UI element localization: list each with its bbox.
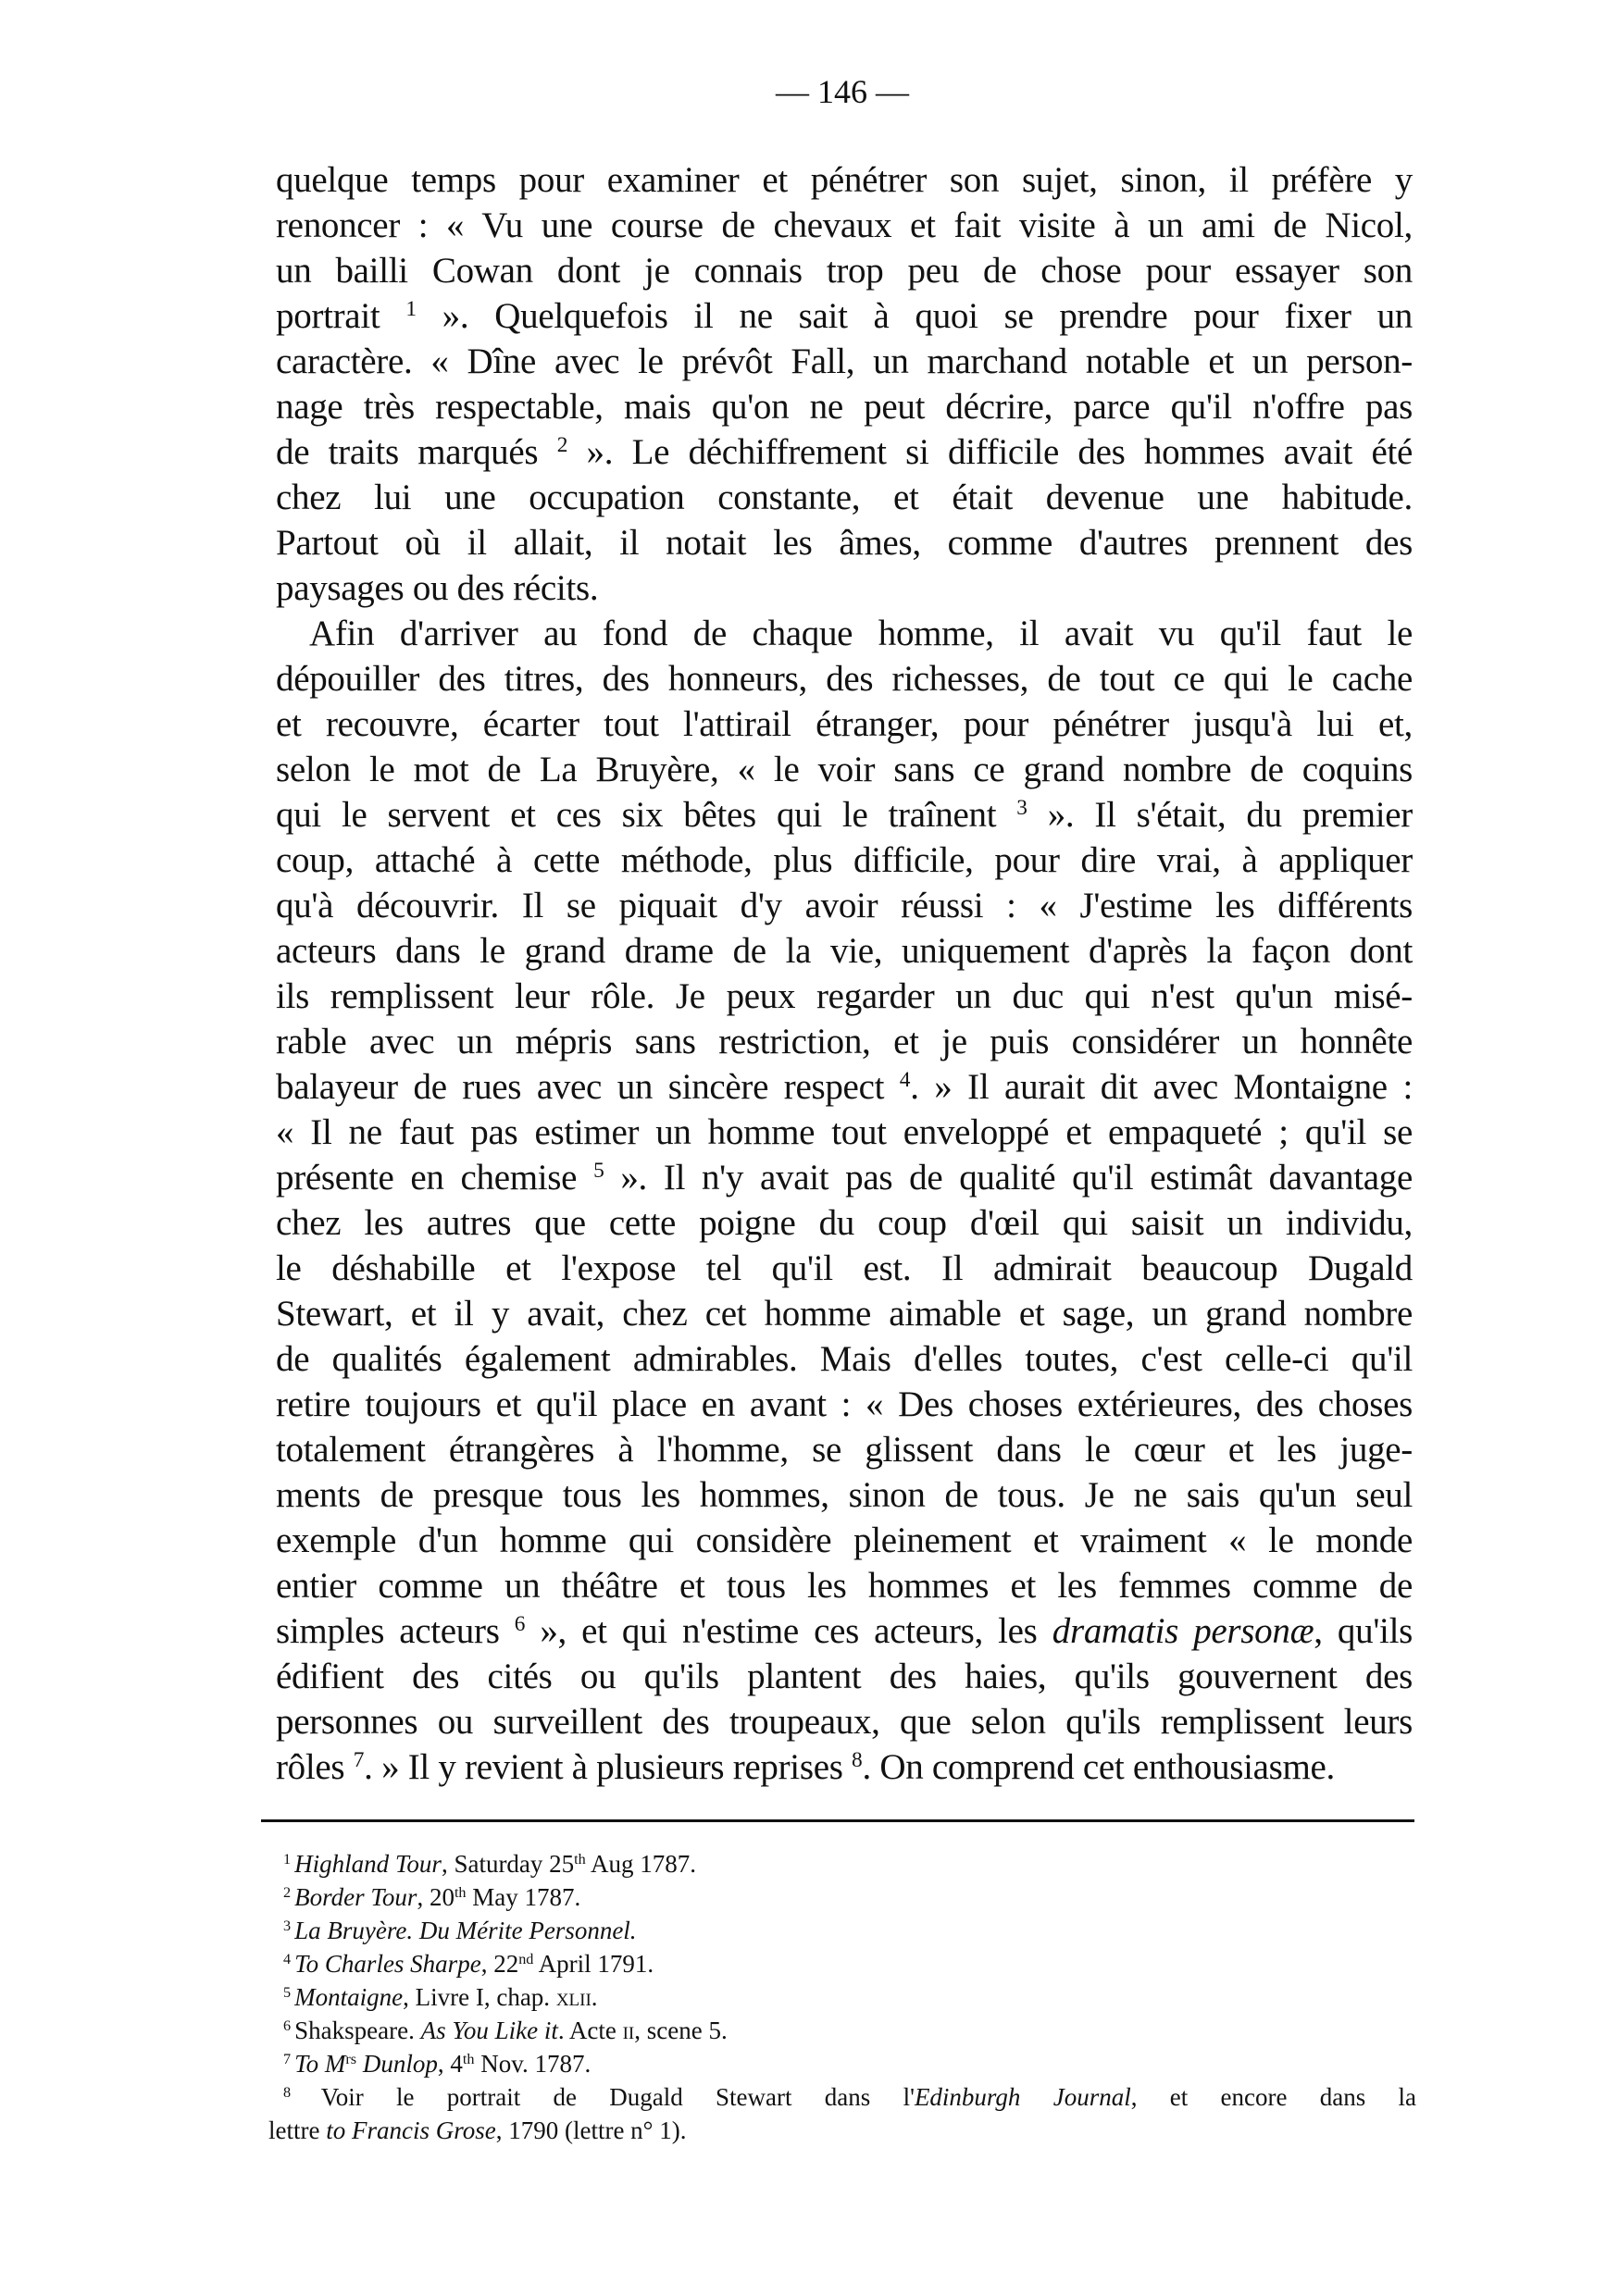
footnote [268,1914,1416,1947]
note-reference: 4 [899,1068,911,1093]
text-segment: , et encore dans la [1130,2083,1417,2111]
note-reference: 2 [283,1884,295,1902]
italic-text: to Francis Grose [326,2116,496,2144]
text-line [276,475,1413,520]
text-line [276,747,1413,792]
note-reference: th [454,1884,467,1902]
note-reference: 3 [1016,796,1027,821]
text-line [276,565,1413,611]
note-reference: 5 [283,1984,295,2002]
text-line [276,1608,1413,1654]
text-segment: , 1790 (lettre n° 1). [495,2116,687,2144]
text-line [276,974,1413,1019]
text-segment: le déshabille et l'expose tel qu'il est. Il admirait beaucoup Dugald [276,1248,1413,1288]
text-line [276,248,1413,293]
text-segment: chez les autres que cette poigne du coup d'œil qui saisit un individu, [276,1203,1413,1243]
text-line [276,1563,1413,1608]
text-segment: Voir le portrait de Dugald Stewart dans l' [320,2083,915,2111]
text-line [276,656,1413,701]
text-segment: entier comme un théâtre et tous les hommes et les femmes comme de [276,1566,1413,1606]
text-segment: . Acte [557,2017,623,2044]
text-segment: simples acteurs [276,1611,515,1651]
text-line [276,1699,1413,1744]
text-segment: de traits marqués [276,432,557,472]
text-line [276,157,1413,203]
note-reference: th [462,2051,475,2068]
text-segment: nage très respectable, mais qu'on ne peut décrire, parce qu'il n'offre pas [276,387,1413,427]
text-line [276,838,1413,883]
note-reference: th [574,1851,586,1868]
italic-text: As You Like it [420,2017,558,2044]
text-segment: , Saturday 25 [441,1850,575,1878]
text-segment: Partout où il allait, il notait les âmes, comme d'autres prennent des [276,523,1413,563]
text-segment: portrait [276,296,406,336]
text-segment: Aug 1787. [585,1850,697,1878]
text-line [276,1064,1413,1110]
italic-text: To Charles Sharpe [294,1950,481,1978]
italic-text: Dunlop [356,2050,438,2078]
note-reference: rs [345,2051,357,2068]
text-segment: ». Il n'y avait pas de qualité qu'il estimât davantage [604,1158,1413,1198]
text-segment: un bailli Cowan dont je connais trop peu de chose pour essayer son [276,251,1413,291]
text-segment: édifient des cités ou qu'ils plantent des haies, qu'ils gouvernent des [276,1657,1413,1696]
footnote [268,2014,1416,2047]
text-segment: xlii [555,1983,592,2011]
text-line [276,1110,1413,1155]
note-reference: 8 [283,2084,321,2102]
text-line [276,611,1413,656]
text-line [276,1472,1413,1518]
footnote [268,1847,1416,1880]
text-segment: ». Il s'était, du premier [1027,795,1413,835]
text-line [276,1518,1413,1563]
text-segment: , Livre I, chap. [403,1983,556,2011]
note-reference: 3 [283,1917,295,1935]
text-segment: Nov. 1787. [474,2050,592,2078]
footnotes [268,1847,1416,2147]
italic-text: Montaigne [294,1983,404,2011]
text-line [276,203,1413,248]
text-line [276,1019,1413,1064]
note-reference: 7 [353,1748,365,1773]
italic-text: dramatis personæ [1052,1611,1314,1651]
text-line [276,1654,1413,1699]
text-segment: , scene 5. [634,2017,728,2044]
footnote [268,1880,1416,1914]
text-segment: April 1791. [533,1950,654,1978]
text-segment: chez lui une occupation constante, et était devenue une habitude. [276,478,1413,517]
text-segment: lettre [268,2116,327,2144]
text-segment: ments de presque tous les hommes, sinon de tous. Je ne sais qu'un seul [276,1475,1413,1515]
text-segment: qu'à découvrir. Il se piquait d'y avoir réussi : « J'estime les différents [276,886,1413,925]
text-segment: renoncer : « Vu une course de chevaux et fait visite à un ami de Nicol, [276,205,1413,245]
text-line [276,1246,1413,1291]
text-segment: retire toujours et qu'il place en avant : « Des choses extérieures, des choses [276,1384,1413,1424]
note-reference: 1 [405,297,417,322]
text-segment: exemple d'un homme qui considère pleinement et vraiment « le monde [276,1520,1413,1560]
text-segment: . [591,1983,598,2011]
text-segment: totalement étrangères à l'homme, se glissent dans le cœur et les juge- [276,1430,1413,1470]
text-segment: Stewart, et il y avait, chez cet homme aimable et sage, un grand nombre [276,1294,1413,1334]
body-text [276,157,1413,1790]
text-segment: présente en chemise [276,1158,594,1198]
text-line [276,883,1413,928]
text-segment: , qu'ils [1314,1611,1413,1651]
note-reference: 7 [283,2051,295,2068]
note-reference: 6 [283,2017,295,2035]
text-segment: , 20 [417,1883,455,1911]
text-segment: qui le servent et ces six bêtes qui le traînent [276,795,1017,835]
italic-text: Highland Tour [294,1850,442,1878]
note-reference: nd [518,1951,534,1968]
text-segment: . » Il y revient à plusieurs reprises [364,1747,853,1787]
note-reference: 1 [283,1851,295,1868]
footnote [268,2114,1416,2147]
text-line [276,1744,1413,1790]
text-segment: ii [622,2017,635,2044]
text-segment: balayeur de rues avec un sincère respect [276,1067,900,1107]
text-segment: ils remplissent leur rôle. Je peux regarder un duc qui n'est qu'un misé- [276,976,1413,1016]
note-reference: 6 [514,1612,526,1637]
text-segment: rable avec un mépris sans restriction, et je puis considérer un honnête [276,1022,1413,1061]
text-segment: quelque temps pour examiner et pénétrer son sujet, sinon, il préfère y [276,160,1413,200]
text-segment: . On comprend cet enthousiasme. [862,1747,1336,1787]
text-segment: caractère. « Dîne avec le prévôt Fall, un marchand notable et un person- [276,341,1413,381]
note-reference: 4 [283,1951,295,1968]
footnote [268,1980,1416,2014]
text-line [276,928,1413,974]
note-reference: 2 [556,433,568,458]
text-segment: Afin d'arriver au fond de chaque homme, il avait vu qu'il faut le [309,614,1413,653]
text-line [276,520,1413,565]
text-segment: selon le mot de La Bruyère, « le voir sans ce grand nombre de coquins [276,750,1413,789]
italic-text: Edinburgh Journal [914,2083,1131,2111]
text-segment: , 4 [437,2050,463,2078]
text-line [276,339,1413,384]
text-line [276,1155,1413,1200]
text-segment: Shakspeare. [294,2017,421,2044]
footnote [268,2047,1416,2080]
footnote [268,2080,1416,2114]
text-line [276,1200,1413,1246]
italic-text: To M [294,2050,346,2078]
footnote [268,1947,1416,1980]
text-segment: et recouvre, écarter tout l'attirail étranger, pour pénétrer jusqu'à lui et, [276,704,1413,744]
text-line [276,1291,1413,1336]
text-line [276,1382,1413,1427]
text-line [276,1336,1413,1382]
note-reference: 5 [593,1159,604,1184]
text-segment: », et qui n'estime ces acteurs, les [525,1611,1052,1651]
text-segment: rôles [276,1747,354,1787]
text-segment: , 22 [480,1950,519,1978]
text-segment: de qualités également admirables. Mais d'elles toutes, c'est celle-ci qu'il [276,1339,1413,1379]
text-line [276,429,1413,475]
italic-text: La Bruyère. Du Mérite Personnel. [294,1917,637,1944]
text-segment: « Il ne faut pas estimer un homme tout enveloppé et empaqueté ; qu'il se [276,1112,1413,1152]
text-segment: acteurs dans le grand drame de la vie, uniquement d'après la façon dont [276,931,1413,971]
text-segment: . » Il aurait dit avec Montaigne : [910,1067,1413,1107]
footnote-divider [261,1819,1414,1822]
text-segment: personnes ou surveillent des troupeaux, que selon qu'ils remplissent leurs [276,1702,1413,1742]
text-segment: dépouiller des titres, des honneurs, des richesses, de tout ce qui le cache [276,659,1413,699]
text-segment: ». Le déchiffrement si difficile des hommes avait été [567,432,1413,472]
page-number: — 146 — [776,73,909,110]
text-line [276,293,1413,339]
text-line [276,384,1413,429]
text-segment: paysages ou des récits. [276,568,599,608]
text-segment: ». Quelquefois il ne sait à quoi se prendre pour fixer un [416,296,1413,336]
text-segment: May 1787. [466,1883,581,1911]
text-line [276,701,1413,747]
text-line [276,792,1413,838]
text-segment: coup, attaché à cette méthode, plus difficile, pour dire vrai, à appliquer [276,840,1413,880]
text-line [276,1427,1413,1472]
italic-text: Border Tour [294,1883,417,1911]
note-reference: 8 [852,1748,863,1773]
